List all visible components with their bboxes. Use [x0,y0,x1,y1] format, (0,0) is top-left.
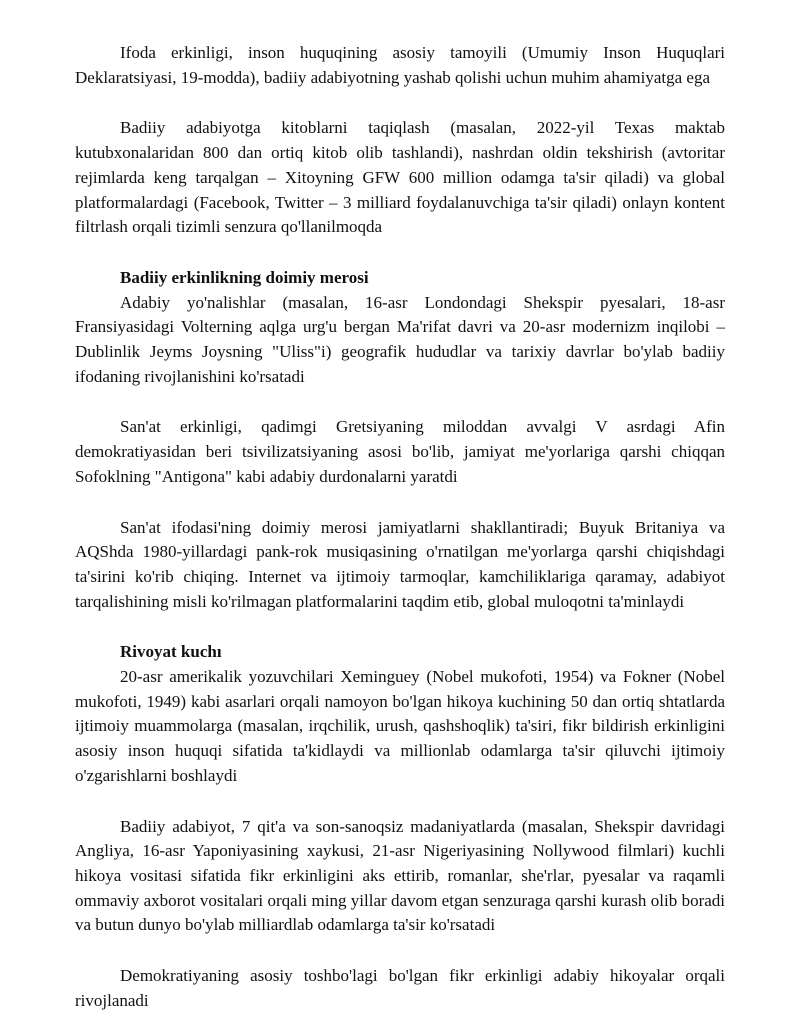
document-page [75,41,725,1014]
section-heading-narrative: Rivoyat kuchı [120,642,222,662]
paragraph-narrative-2: Badiiy adabiyot, 7 qit'a va son-sanoqsiz madaniyatlarda (masalan, Shekspir davridagi Angliya, 16-asr Yaponiyasining xaykusi, 21-asr Nigeriyasining Nollywood filmlari) kuchli hikoya vositasi sifatida fikr erkinligini aks ettirib, romanlar, she'rlar, pyesalar va raqamli ommaviy axborot vositalari orqali ming yillar davom etgan senzuraga qarshi kurash olib boradi va butun dunyo bo'ylab milliardlab odamlarga ta'sir ko'rsatadi [75,816,725,935]
paragraph-intro-1: Ifoda erkinligi, inson huquqining asosiy tamoyili (Umumiy Inson Huquqlari Deklaratsiyasi, 19-modda), badiiy adabiyotning yashab qolishi uchun muhim ahamiyatga ega [75,43,725,87]
section-heading-legacy: Badiiy erkinlikning doimiy merosi [120,267,369,287]
paragraph-narrative-3: Demokratiyaning asosiy toshbo'lagi bo'lgan fikr erkinligi adabiy hikoyalar orqali rivojlanadi [75,966,725,1010]
paragraph-legacy-1: Adabiy yo'nalishlar (masalan, 16-asr Londondagi Shekspir pyesalari, 18-asr Fransiyasidagi Volterning aqlga urg'u bergan Ma'rifat davri va 20-asr modernizm inqilobi – Dublinlik Jeyms Joysning "Uliss"i) geografik hududlar va tarixiy davrlar bo'ylab badiiy ifodaning rivojlanishini ko'rsatadi [75,292,725,386]
paragraph-legacy-3: San'at ifodasi'ning doimiy merosi jamiyatlarni shakllantiradi; Buyuk Britaniya va AQShda 1980-yillardagi pank-rok musiqasining o'rnatilgan me'yorlarga qarshi chiqishdagi ta'sirini ko'rib chiqing. Internet va ijtimoiy tarmoqlar, kamchiliklariga qaramay, adabiyot tarqalishining misli ko'rilmagan platformalarini taqdim etib, global muloqotni ta'minlaydi [75,517,725,611]
paragraph-legacy-2: San'at erkinligi, qadimgi Gretsiyaning miloddan avvalgi V asrdagi Afin demokratiyasidan beri tsivilizatsiyaning asosi bo'lib, jamiyat me'yorlariga qarshi chiqqan Sofoklning "Antigona" kabi adabiy durdonalarni yaratdi [75,417,725,486]
paragraph-narrative-1: 20-asr amerikalik yozuvchilari Xeminguey (Nobel mukofoti, 1954) va Fokner (Nobel mukofoti, 1949) kabi asarlari orqali namoyon bo'lgan hikoya kuchining 50 dan ortiq shtatlarda ijtimoiy muammolarga (masalan, irqchilik, urush, qashshoqlik) ta'siri, fikr bildirish erkinligini asosiy inson huquqi sifatida ta'kidlaydi va millionlab odamlarga ta'sir qiluvchi ijtimoiy o'zgarishlarni boshlaydi [75,667,725,785]
paragraph-intro-2: Badiiy adabiyotga kitoblarni taqiqlash (masalan, 2022-yil Texas maktab kutubxonalaridan 800 dan ortiq kitob olib tashlandi), nashrdan oldin tekshirish (avtoritar rejimlarda keng tarqalgan – Xitoyning GFW 600 million odamga ta'sir qiladi) va global platformalardagi (Facebook, Twitter – 3 milliard foydalanuvchiga ta'sir qiladi) onlayn kontent filtrlash orqali tizimli senzura qo'llanilmoqda [75,118,725,237]
